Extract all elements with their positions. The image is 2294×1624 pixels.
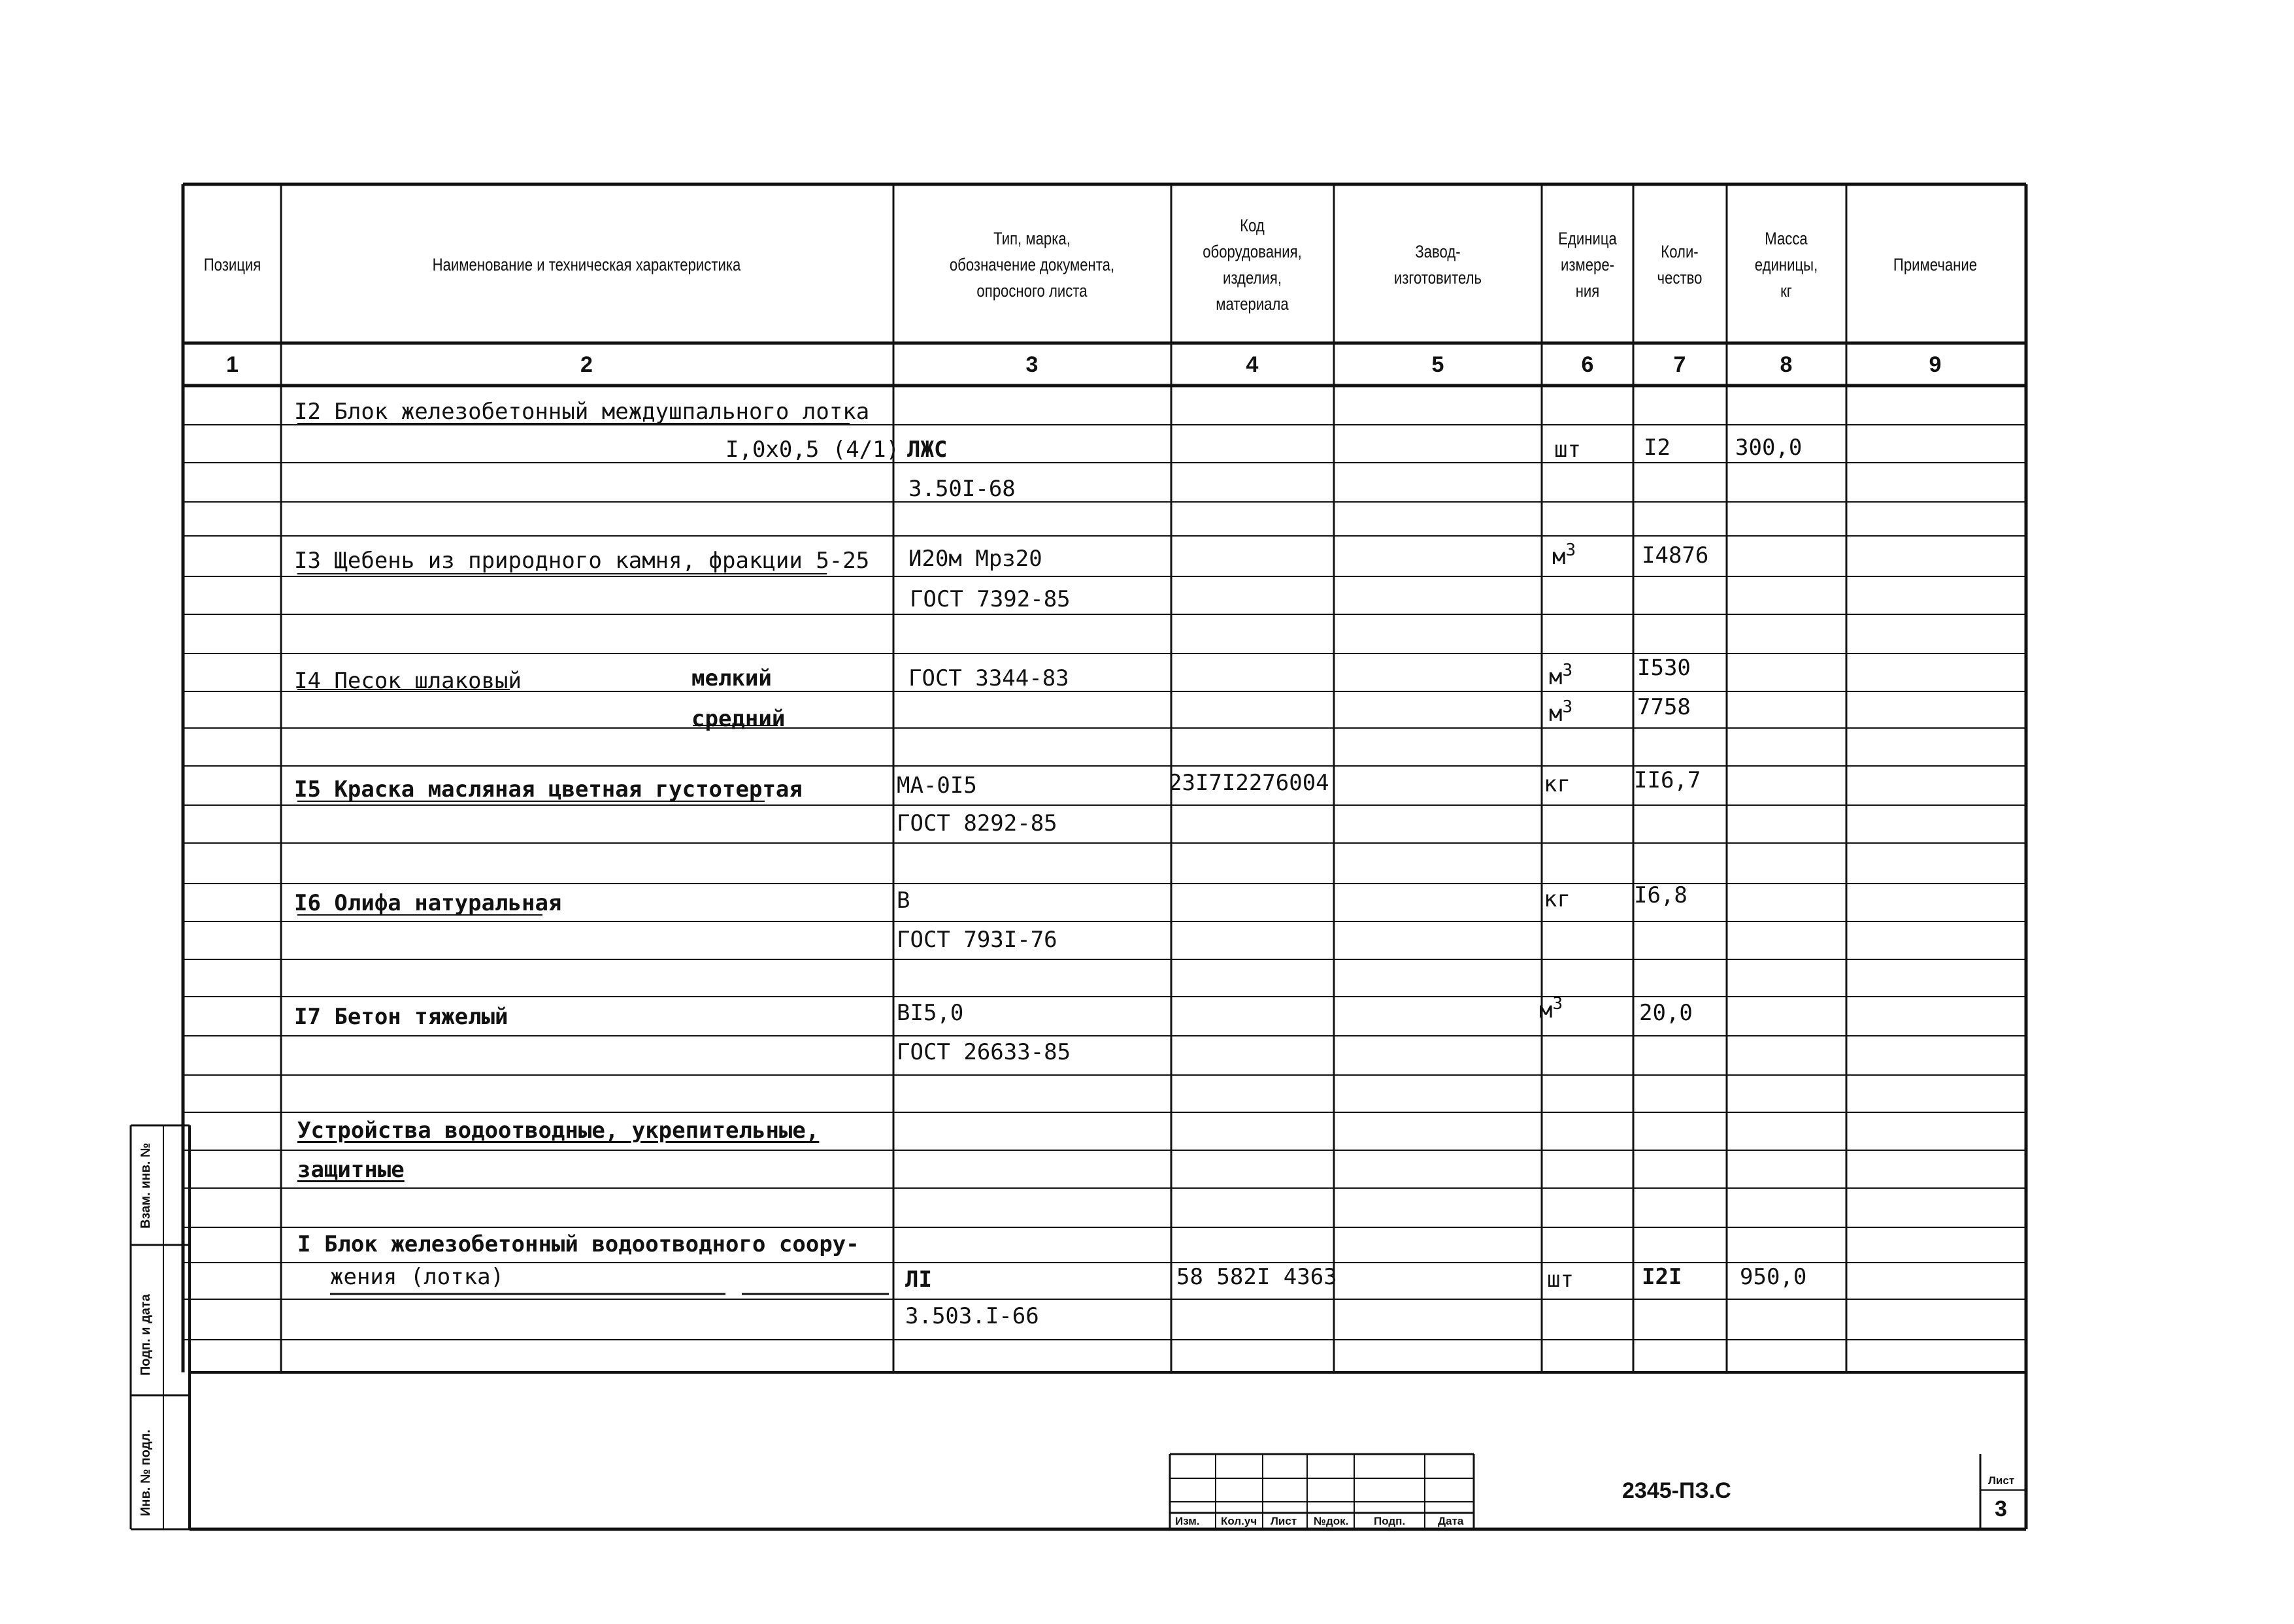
item-type: ГОСТ 8292-85 [897,810,1057,837]
unit-text: м [1549,701,1563,727]
unit-text: м [1549,664,1563,690]
item-unit: кг [1544,771,1571,797]
titleblock-label-date: Дата [1438,1515,1464,1527]
column-number: 1 [226,352,239,377]
header-note: Примечание [1893,255,1978,274]
item-qty: 20,0 [1639,1000,1693,1026]
item-code: 58 582I 4363 [1176,1264,1337,1290]
item-type: 3.503.I-66 [905,1303,1039,1329]
section-heading: Устройства водоотводные, укрепительные, [297,1118,820,1144]
titleblock-label-signature: Подп. [1374,1515,1406,1527]
item-unit: шт [1554,437,1581,463]
item-unit [1539,994,1563,1023]
column-number: 4 [1246,352,1259,377]
titleblock-label-docno: №док. [1314,1515,1349,1527]
sheet-number: 3 [1995,1497,2007,1521]
item-name: I6 Олифа натуральная [294,890,562,916]
item-type: В [897,887,910,914]
item-name: I7 Бетон тяжелый [294,1004,508,1030]
item-unit: шт [1547,1267,1574,1293]
item-unit [1552,540,1576,570]
item-type: ГОСТ 7392-85 [910,586,1071,612]
item-qty: 7758 [1637,694,1691,720]
item-qty: I2I [1642,1264,1682,1290]
unit-superscript: 3 [1562,661,1573,680]
header-position: Позиция [203,255,261,274]
column-number: 9 [1929,352,1942,377]
titleblock-label-change: Изм. [1175,1515,1200,1527]
item-qty: II6,7 [1634,767,1701,793]
header-maker: Завод- изготовитель [1393,242,1482,288]
item-qty: I2 [1644,435,1671,461]
stamp-label-signature-date: Подп. и дата [139,1294,153,1376]
stamp-label-inv-original: Инв. № подл. [139,1429,153,1516]
header-qty: Коли- чество [1657,242,1703,288]
item-name: I2 Блок железобетонный междушпального лотка [294,399,870,425]
item-qty: I530 [1637,655,1691,681]
item-unit [1549,661,1573,690]
item-name: жения (лотка) [330,1264,505,1290]
titleblock-sheet-label: Лист [1988,1474,2015,1487]
header-name: Наименование и техническая характеристика [432,255,741,274]
unit-superscript: 3 [1565,540,1576,560]
item-unit [1549,697,1573,727]
item-type: ЛI [905,1267,932,1293]
item-name: I3 Щебень из природного камня, фракции 5-25 [294,548,870,574]
unit-superscript: 3 [1562,697,1573,717]
unit-text: м [1539,997,1553,1023]
header-mass: Масса единицы, кг [1754,229,1818,301]
unit-superscript: 3 [1552,994,1563,1014]
unit-text: м [1552,544,1566,570]
document-number: 2345-ПЗ.С [1622,1478,1731,1503]
item-qty: I4876 [1642,542,1709,569]
column-number: 8 [1780,352,1793,377]
item-type: 3.50I-68 [908,476,1016,502]
header-code: Код оборудования, изделия, материала [1203,216,1302,314]
item-type: И20м Мрз20 [908,546,1042,572]
item-code: 23I7I2276004 [1169,770,1329,796]
item-sub: мелкий [691,665,772,691]
column-number: 6 [1581,352,1594,377]
column-number: 5 [1431,352,1444,377]
item-name: I4 Песок шлаковый [294,668,522,694]
item-type: ЛЖС [907,437,948,463]
item-mass: 950,0 [1740,1264,1807,1290]
item-sub: средний [691,706,786,732]
item-qty: I6,8 [1634,882,1687,908]
item-type: ГОСТ 793I-76 [897,927,1057,953]
item-name: I Блок железобетонный водоотводного соору- [297,1231,859,1257]
titleblock-label-count: Кол.уч [1221,1515,1257,1527]
column-number: 7 [1673,352,1686,377]
item-name: I5 Краска масляная цветная густотертая [294,776,803,803]
item-mass: 300,0 [1735,435,1803,461]
item-type: ГОСТ 26633-85 [897,1039,1071,1065]
column-number: 3 [1025,352,1039,377]
item-type: ГОСТ 3344-83 [908,665,1069,691]
stamp-label-replaced-inv: Взам. инв. № [139,1142,153,1229]
header-type: Тип, марка, обозначение документа, опросного листа [949,229,1115,301]
column-number: 2 [580,352,593,377]
item-unit: кг [1544,886,1571,912]
item-type: BI5,0 [897,1000,964,1026]
header-unit: Единица измере- ния [1558,229,1617,301]
section-heading: защитные [297,1157,405,1183]
item-name: I,0x0,5 (4/1) [725,437,900,463]
titleblock-label-sheet: Лист [1271,1515,1297,1527]
item-type: МА-0I5 [897,772,977,799]
